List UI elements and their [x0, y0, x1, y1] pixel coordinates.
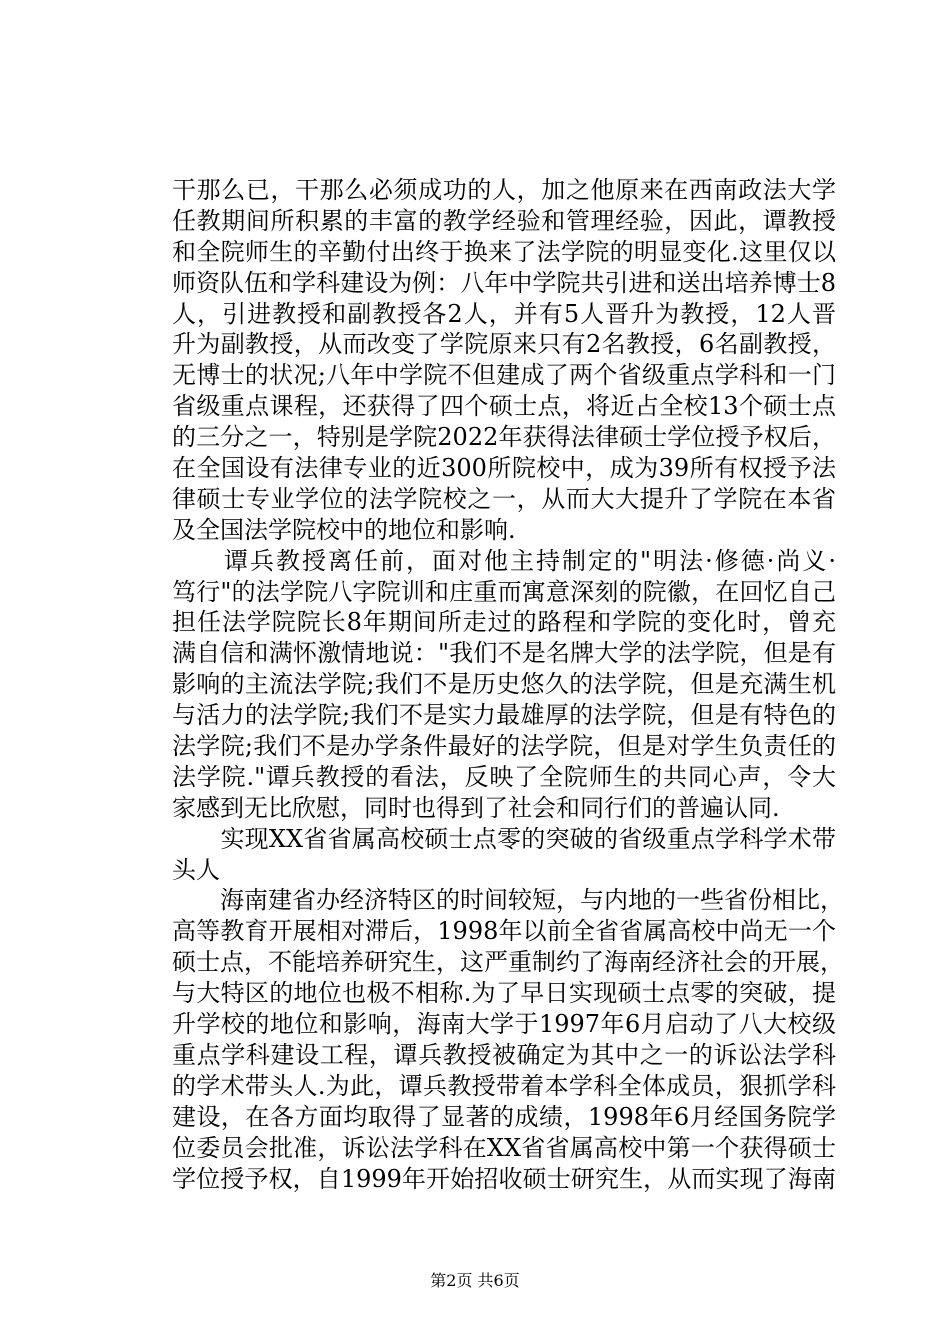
text-line: 及全国法学院校中的地位和影响.: [172, 515, 516, 544]
text-line: 律硕士专业学位的法学院校之一，从而大大提升了学院在本省: [172, 484, 836, 513]
text-line: 升学校的地位和影响，海南大学于1997年6月启动了八大校级: [172, 1010, 836, 1039]
text-line: 重点学科建设工程，谭兵教授被确定为其中之一的诉讼法学科: [172, 1040, 836, 1069]
text-line: 头人: [172, 855, 220, 884]
text-line: 笃行"的法学院八字院训和庄重而寓意深刻的院徽，在回忆自己: [172, 577, 836, 606]
text-line: 海南建省办经济特区的时间较短，与内地的一些省份相比，: [172, 886, 844, 915]
document-body: [172, 175, 844, 1194]
text-line: 学位授予权，自1999年开始招收硕士研究生，从而实现了海南: [172, 1164, 836, 1193]
text-line: 法学院;我们不是办学条件最好的法学院，但是对学生负责任的: [172, 732, 836, 761]
text-line: 位委员会批准，诉讼法学科在XX省省属高校中第一个获得硕士: [172, 1133, 836, 1162]
text-line: 在全国设有法律专业的近300所院校中，成为39所有权授予法: [172, 454, 836, 483]
text-line: 影响的主流法学院;我们不是历史悠久的法学院，但是充满生机: [172, 670, 836, 699]
text-line: 谭兵教授离任前，面对他主持制定的"明法·修德·尚义·: [172, 546, 836, 575]
text-line: 的学术带头人.为此，谭兵教授带着本学科全体成员，狠抓学科: [172, 1071, 836, 1100]
text-line: 高等教育开展相对滞后，1998年以前全省省属高校中尚无一个: [172, 917, 836, 946]
text-line: 任教期间所积累的丰富的教学经验和管理经验，因此，谭教授: [172, 206, 836, 235]
text-line: 法学院."谭兵教授的看法，反映了全院师生的共同心声，令大: [172, 762, 836, 791]
text-line: 和全院师生的辛勤付出终于换来了法学院的明显变化.这里仅以: [172, 237, 836, 266]
text-line: 建设，在各方面均取得了显著的成绩，1998年6月经国务院学: [172, 1102, 836, 1131]
text-line: 家感到无比欣慰，同时也得到了社会和同行们的普遍认同.: [172, 793, 780, 822]
text-line: 满自信和满怀激情地说："我们不是名牌大学的法学院，但是有: [172, 639, 836, 668]
text-line: 的三分之一，特别是学院2022年获得法律硕士学位授予权后，: [172, 423, 836, 452]
text-line: 担任法学院院长8年期间所走过的路程和学院的变化时，曾充: [172, 608, 836, 637]
text-line: 硕士点，不能培养研究生，这严重制约了海南经济社会的开展，: [172, 948, 844, 977]
text-line: 升为副教授，从而改变了学院原来只有2名教授，6名副教授，: [172, 330, 836, 359]
text-line: 无博士的状况;八年中学院不但建成了两个省级重点学科和一门: [172, 361, 836, 390]
text-line: 干那么已，干那么必须成功的人，加之他原来在西南政法大学: [172, 176, 836, 204]
text-line: 人，引进教授和副教授各2人，并有5人晋升为教授，12人晋: [172, 299, 836, 328]
page-number-label: 第2页 共6页: [430, 1271, 520, 1290]
text-line: 实现XX省省属高校硕士点零的突破的省级重点学科学术带: [172, 824, 836, 853]
text-line: 师资队伍和学科建设为例：八年中学院共引进和送出培养博士8: [172, 268, 836, 297]
text-line: 省级重点课程，还获得了四个硕士点，将近占全校13个硕士点: [172, 392, 836, 421]
text-line: 与活力的法学院;我们不是实力最雄厚的法学院，但是有特色的: [172, 701, 836, 730]
page-footer: [0, 1270, 950, 1292]
text-line: 与大特区的地位也极不相称.为了早日实现硕士点零的突破，提: [172, 979, 836, 1008]
